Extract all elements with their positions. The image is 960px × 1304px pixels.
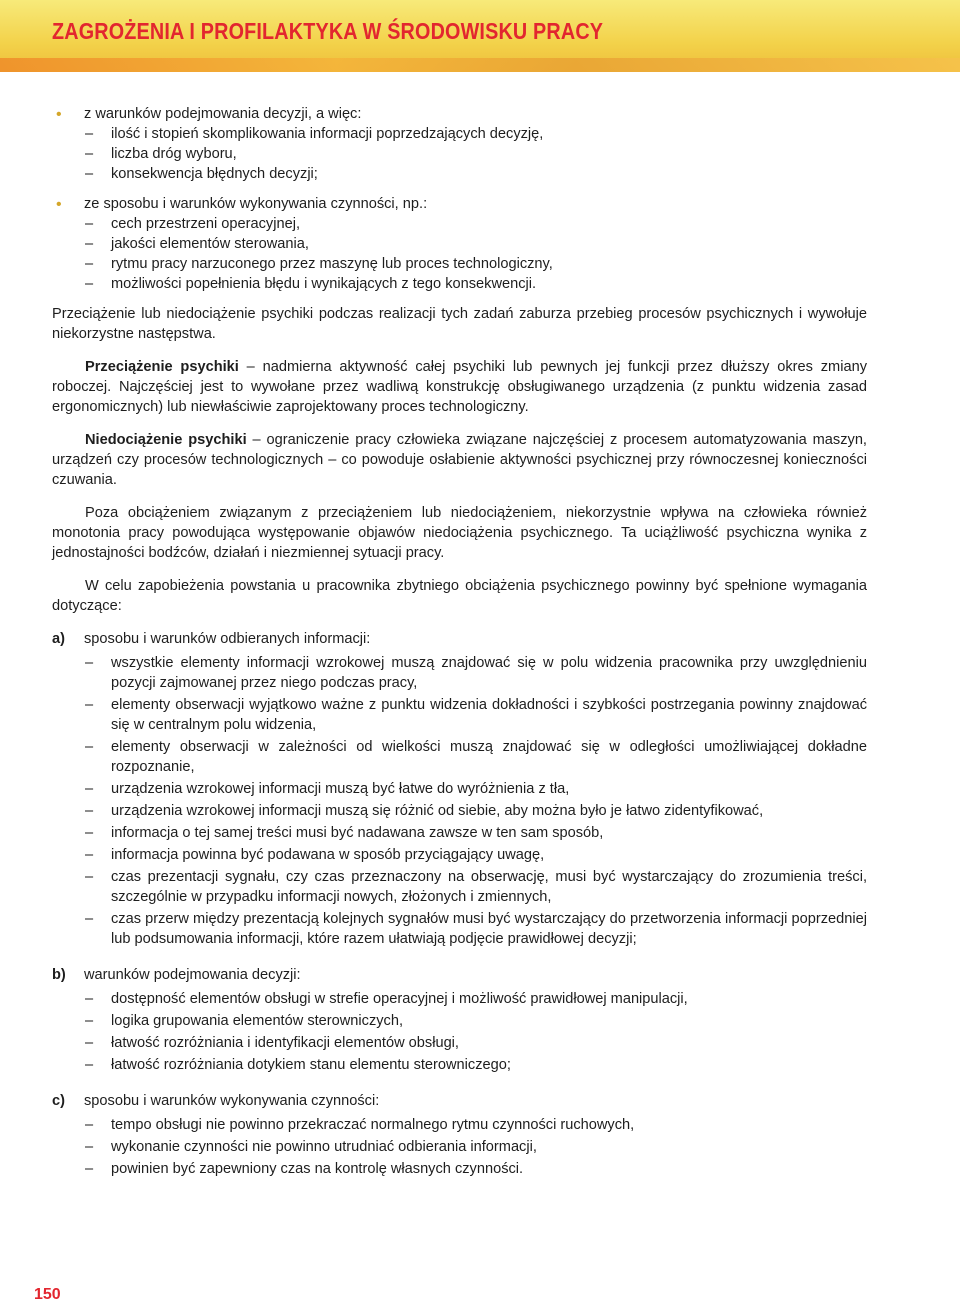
section-letter: a) xyxy=(52,631,65,647)
dash-item xyxy=(52,1055,867,1075)
dash-icon: – xyxy=(85,256,94,272)
dash-icon: – xyxy=(85,236,94,252)
requirement-section xyxy=(52,629,867,949)
bullet-text: z warunków podejmowania decyzji, a więc: xyxy=(84,106,362,122)
dash-text: elementy obserwacji wyjątkowo ważne z punktu widzenia dokładności i szybkości postrzegania powinny znajdować się w centralnym polu widzenia, xyxy=(111,697,867,733)
dash-icon: – xyxy=(85,739,94,755)
header-streak xyxy=(0,58,960,72)
dash-icon: – xyxy=(85,166,94,182)
dash-icon: – xyxy=(85,911,94,927)
dash-icon: – xyxy=(85,126,94,142)
section-heading xyxy=(52,965,867,985)
dash-icon: – xyxy=(85,276,94,292)
dash-item xyxy=(52,695,867,735)
dash-item xyxy=(52,164,867,184)
section-title: warunków podejmowania decyzji: xyxy=(84,967,301,983)
paragraph: Poza obciążeniem związanym z przeciążeniem lub niedociążeniem, niekorzystnie wpływa na człowieka również monotonia pracy powodująca występowanie objawów niedociążenia psychicznego. Ta uciążliwość psychiczna wynika z jednostajności bodźców, działań i niezmiennej sytuacji pracy. xyxy=(52,505,867,561)
dash-text: konsekwencja błędnych decyzji; xyxy=(111,166,318,182)
dash-list xyxy=(52,124,867,184)
dash-text: elementy obserwacji w zależności od wielkości muszą znajdować się w odległości umożliwiającej dokładne rozpoznanie, xyxy=(111,739,867,775)
dash-item xyxy=(52,1115,867,1135)
dash-item xyxy=(52,909,867,949)
dash-text: urządzenia wzrokowej informacji muszą się różnić od siebie, aby można było je łatwo zidentyfikować, xyxy=(111,803,764,819)
bullet-item xyxy=(52,194,867,214)
term-definition: – nadmierna aktywność całej psychiki lub pewnych jej funkcji przez dłuższy okres zmiany roboczej. Najczęściej jest to wywołane przez wadliwą konstrukcję obsługiwanego urządzenia (z punktu widzenia zasad ergonomicznych) lub niewłaściwie zaprojektowany proces technologiczny. xyxy=(52,359,867,415)
dash-text: informacja o tej samej treści musi być nadawana zawsze w ten sam sposób, xyxy=(111,825,604,841)
dash-item xyxy=(52,144,867,164)
term-definition: – ograniczenie pracy człowieka związane najczęściej z procesem automatyzowania maszyn, urządzeń czy procesów technologicznych – co powoduje osłabienie aktywności psychicznej przy równoczesnej konieczności czuwania. xyxy=(52,432,867,488)
dash-text: informacja powinna być podawana w sposób przyciągający uwagę, xyxy=(111,847,545,863)
section-letter: b) xyxy=(52,967,66,983)
bullet-icon: • xyxy=(56,196,62,213)
dash-text: łatwość rozróżniania dotykiem stanu elementu sterowniczego; xyxy=(111,1057,511,1073)
dash-text: czas prezentacji sygnału, czy czas przeznaczony na obserwację, musi być wystarczający do zrozumienia treści, szczególnie w przypadku informacji nowych, złożonych i zmiennych, xyxy=(111,869,867,905)
dash-icon: – xyxy=(85,146,94,162)
paragraph: W celu zapobieżenia powstania u pracownika zbytniego obciążenia psychicznego powinny być spełnione wymagania dotyczące: xyxy=(52,578,867,614)
bullet-item xyxy=(52,104,867,124)
dash-item xyxy=(52,867,867,907)
dash-icon: – xyxy=(85,825,94,841)
section-title: sposobu i warunków wykonywania czynności: xyxy=(84,1093,380,1109)
top-bullet-list xyxy=(52,194,867,294)
page-title: ZAGROŻENIA I PROFILAKTYKA W ŚRODOWISKU PRACY xyxy=(52,18,604,44)
dash-text: łatwość rozróżniania i identyfikacji elementów obsługi, xyxy=(111,1035,459,1051)
dash-item xyxy=(52,737,867,777)
section-heading xyxy=(52,629,867,649)
dash-item xyxy=(52,823,867,843)
dash-item xyxy=(52,254,867,274)
dash-item xyxy=(52,1011,867,1031)
dash-text: urządzenia wzrokowej informacji muszą być łatwe do wyróżnienia z tła, xyxy=(111,781,570,797)
dash-item xyxy=(52,234,867,254)
dash-list xyxy=(52,1115,867,1179)
dash-icon: – xyxy=(85,847,94,863)
dash-text: powinien być zapewniony czas na kontrolę własnych czynności. xyxy=(111,1161,524,1177)
requirement-section xyxy=(52,965,867,1075)
dash-icon: – xyxy=(85,803,94,819)
dash-item xyxy=(52,845,867,865)
page-number: 150 xyxy=(34,1286,61,1303)
section-letter: c) xyxy=(52,1093,65,1109)
dash-text: logika grupowania elementów sterowniczych, xyxy=(111,1013,404,1029)
dash-text: rytmu pracy narzuconego przez maszynę lub proces technologiczny, xyxy=(111,256,553,272)
dash-list xyxy=(52,653,867,949)
section-heading xyxy=(52,1091,867,1111)
dash-item xyxy=(52,801,867,821)
dash-item xyxy=(52,214,867,234)
dash-list xyxy=(52,989,867,1075)
dash-item xyxy=(52,274,867,294)
top-bullet-list xyxy=(52,104,867,184)
bullet-icon: • xyxy=(56,106,62,123)
dash-icon: – xyxy=(85,991,94,1007)
dash-item xyxy=(52,653,867,693)
dash-text: cech przestrzeni operacyjnej, xyxy=(111,216,300,232)
page-content xyxy=(52,104,867,1191)
paragraph xyxy=(52,357,867,417)
dash-text: tempo obsługi nie powinno przekraczać normalnego rytmu czynności ruchowych, xyxy=(111,1117,635,1133)
dash-item xyxy=(52,1137,867,1157)
paragraph: Przeciążenie lub niedociążenie psychiki podczas realizacji tych zadań zaburza przebieg procesów psychicznych i wywołuje niekorzystne następstwa. xyxy=(52,306,867,342)
dash-text: jakości elementów sterowania, xyxy=(111,236,309,252)
dash-icon: – xyxy=(85,1161,94,1177)
dash-icon: – xyxy=(85,1139,94,1155)
dash-list xyxy=(52,214,867,294)
dash-item xyxy=(52,989,867,1009)
dash-text: wszystkie elementy informacji wzrokowej muszą znajdować się w polu widzenia pracownika przy uwzględnieniu pozycji zajmowanej przez niego podczas pracy, xyxy=(111,655,867,691)
dash-icon: – xyxy=(85,869,94,885)
dash-icon: – xyxy=(85,216,94,232)
dash-icon: – xyxy=(85,1057,94,1073)
dash-item xyxy=(52,1033,867,1053)
dash-text: ilość i stopień skomplikowania informacji poprzedzających decyzję, xyxy=(111,126,544,142)
section-title: sposobu i warunków odbieranych informacji: xyxy=(84,631,371,647)
term-heading: Niedociążenie psychiki xyxy=(85,432,247,448)
requirement-section xyxy=(52,1091,867,1179)
paragraph xyxy=(52,430,867,490)
dash-text: możliwości popełnienia błędu i wynikających z tego konsekwencji. xyxy=(111,276,537,292)
dash-icon: – xyxy=(85,1117,94,1133)
bullet-text: ze sposobu i warunków wykonywania czynności, np.: xyxy=(84,196,428,212)
term-heading: Przeciążenie psychiki xyxy=(85,359,239,375)
dash-item xyxy=(52,124,867,144)
dash-text: liczba dróg wyboru, xyxy=(111,146,237,162)
dash-icon: – xyxy=(85,697,94,713)
dash-text: czas przerw między prezentacją kolejnych sygnałów musi być wystarczający do przetworzenia informacji poprzedniej lub podsumowania informacji, które razem ułatwiają podjęcie prawidłowej decyzji; xyxy=(111,911,867,947)
dash-icon: – xyxy=(85,781,94,797)
dash-item xyxy=(52,1159,867,1179)
dash-item xyxy=(52,779,867,799)
dash-text: wykonanie czynności nie powinno utrudniać odbierania informacji, xyxy=(111,1139,537,1155)
dash-icon: – xyxy=(85,1035,94,1051)
dash-text: dostępność elementów obsługi w strefie operacyjnej i możliwość prawidłowej manipulacji, xyxy=(111,991,688,1007)
dash-icon: – xyxy=(85,655,94,671)
dash-icon: – xyxy=(85,1013,94,1029)
